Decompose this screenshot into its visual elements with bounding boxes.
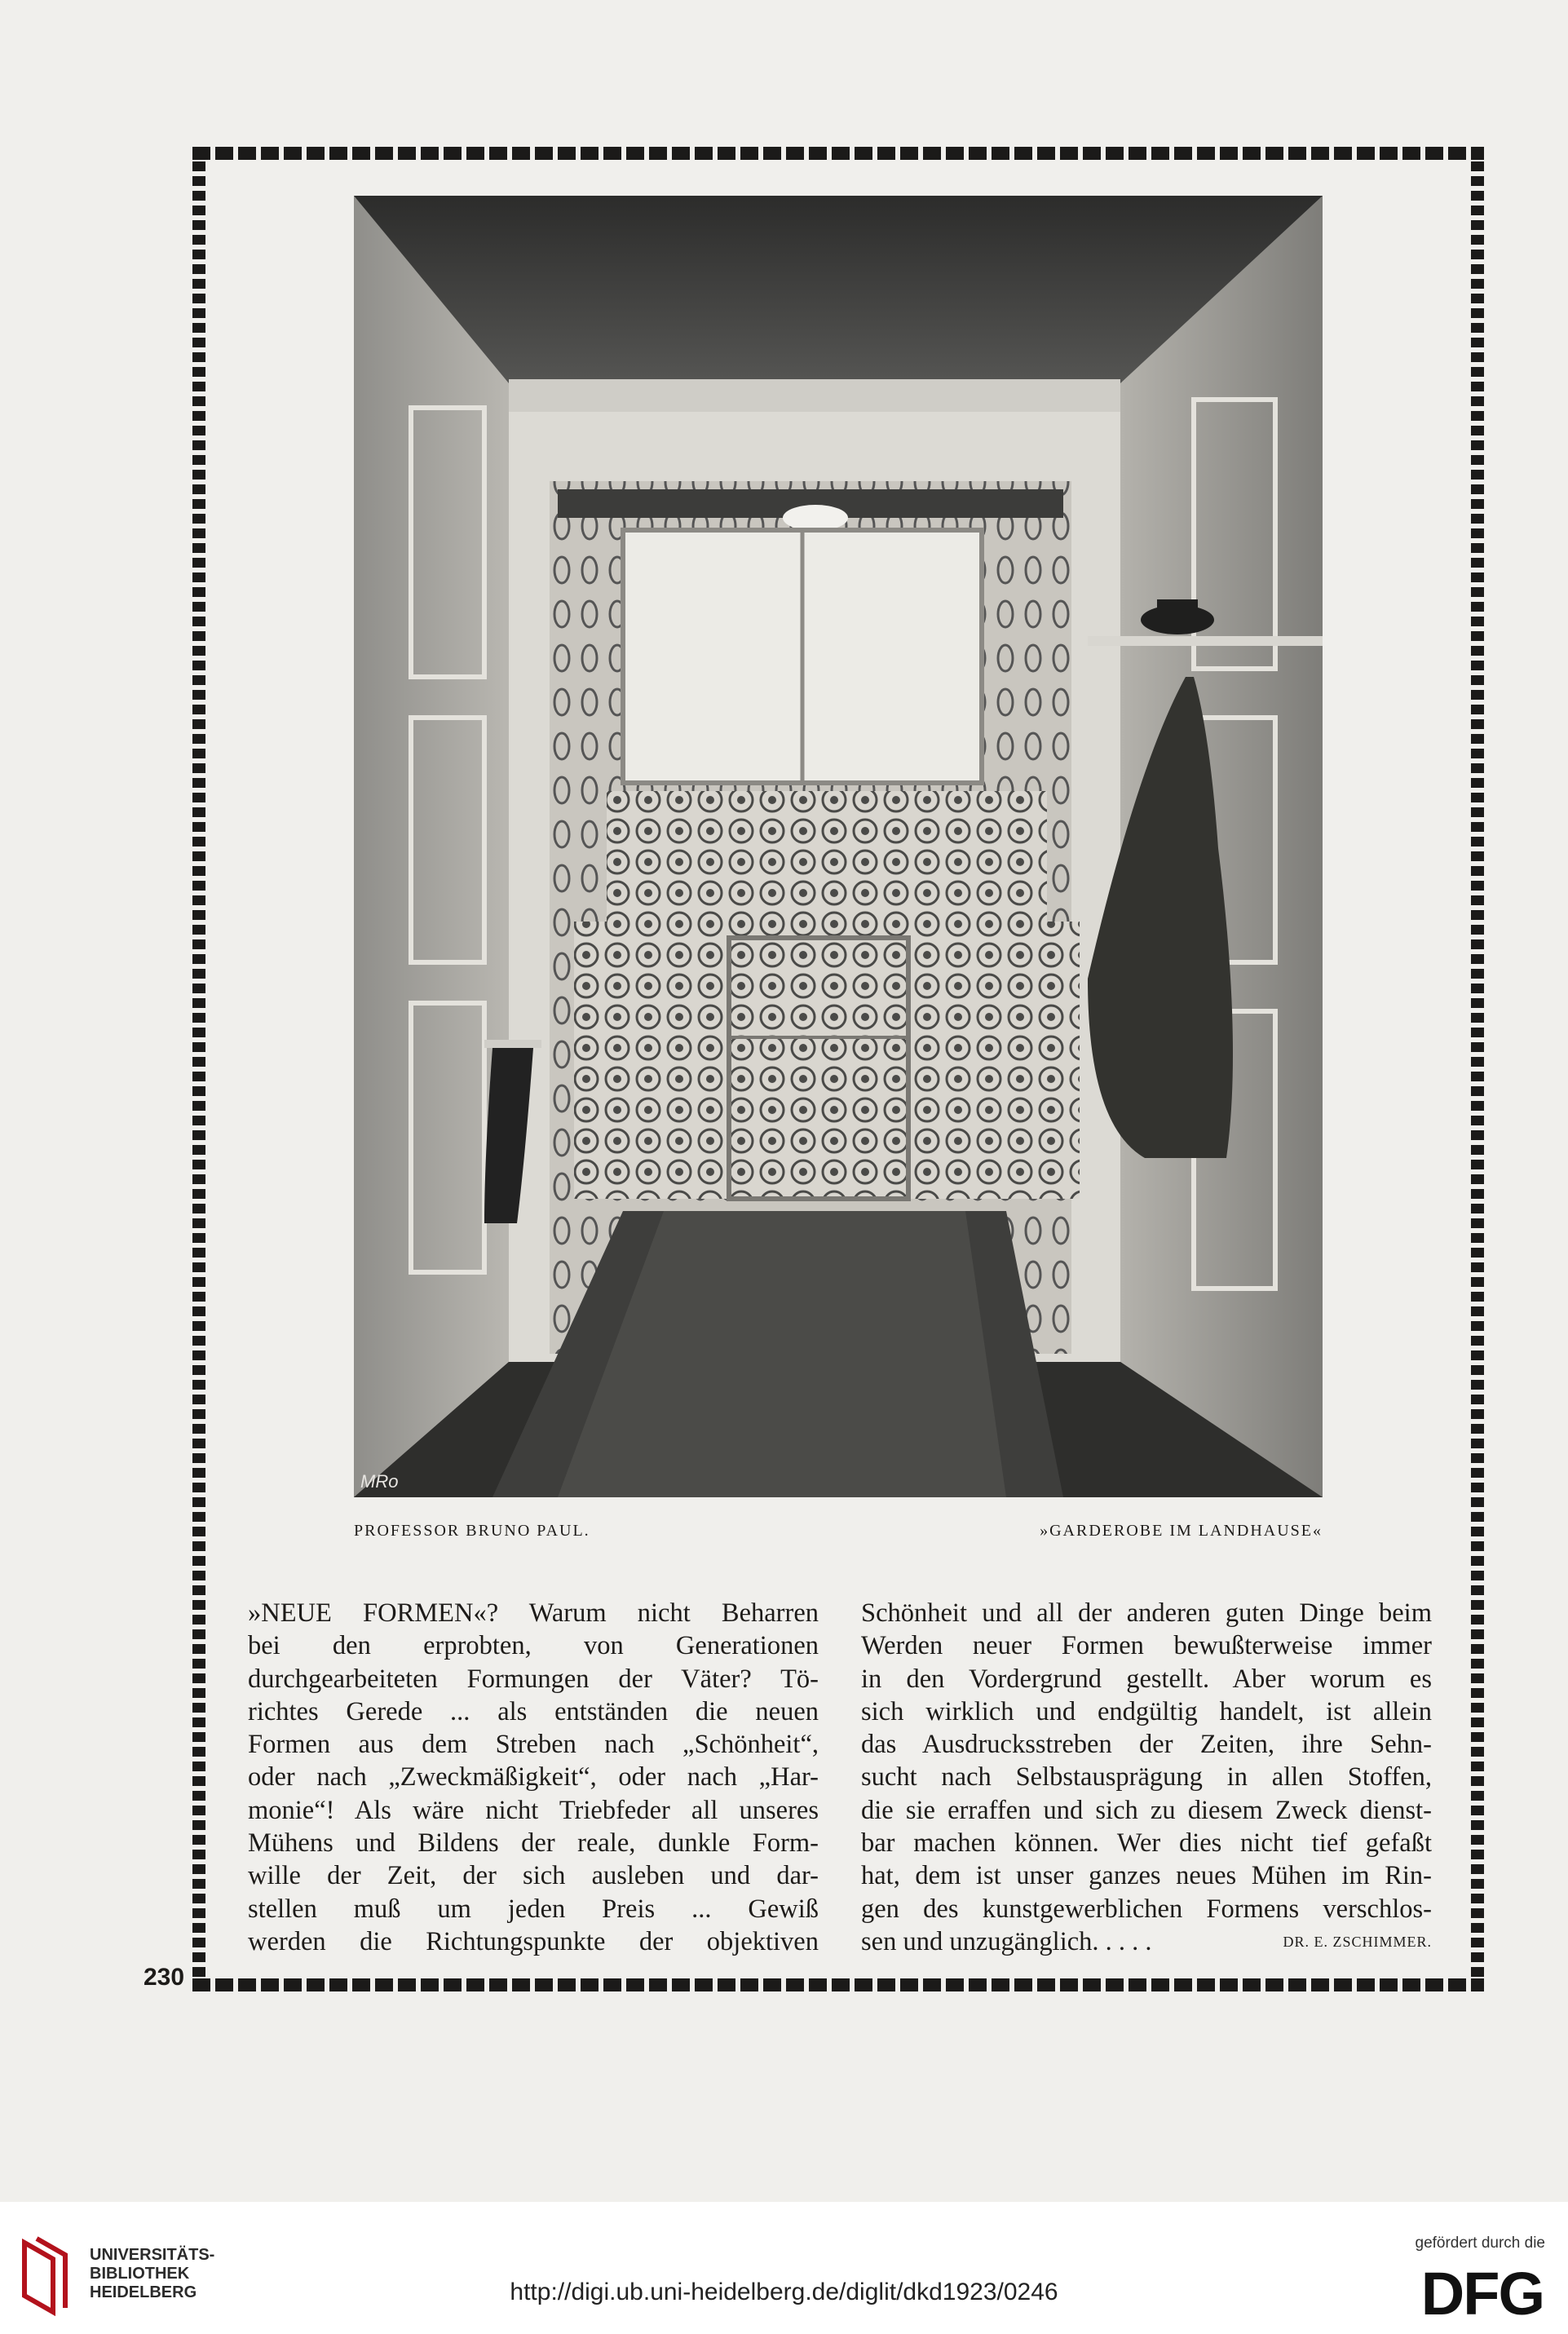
library-name-line: BIBLIOTHEK bbox=[90, 2265, 190, 2283]
article-line: die sie erraffen und sich zu diesem Zweck dienst- bbox=[861, 1795, 1432, 1825]
article-line: wille der Zeit, der sich ausleben und dar- bbox=[248, 1861, 819, 1891]
article-column-left bbox=[248, 1597, 819, 1958]
page-number: 230 bbox=[144, 1964, 185, 1991]
article-column-right bbox=[861, 1597, 1432, 1958]
article-line: hat, dem ist unser ganzes neues Mühen im Rin- bbox=[861, 1861, 1432, 1891]
article-line: Werden neuer Formen bewußterweise immer bbox=[861, 1631, 1432, 1661]
article-line: gen des kunstgewerblichen Formens verschlos- bbox=[861, 1894, 1432, 1924]
article-line: sich wirklich und endgültig handelt, ist allein bbox=[861, 1696, 1432, 1726]
article-line: werden die Richtungspunkte der objektiven bbox=[248, 1926, 819, 1956]
article-line: Formen aus dem Streben nach „Schönheit“, bbox=[248, 1730, 819, 1760]
photo-monogram: MRo bbox=[360, 1471, 399, 1492]
article-line: das Ausdrucksstreben der Zeiten, ihre Sehn- bbox=[861, 1730, 1432, 1760]
article-line: sucht nach Selbstausprägung in allen Stoffen, bbox=[861, 1762, 1432, 1792]
article-line-last bbox=[861, 1925, 1432, 1958]
caption-artist: PROFESSOR BRUNO PAUL. bbox=[354, 1522, 590, 1540]
photograph-cloakroom bbox=[354, 196, 1323, 1497]
article-line: bei den erprobten, von Generationen bbox=[248, 1631, 819, 1661]
frame-border-left bbox=[192, 147, 205, 1991]
frame-border-right bbox=[1471, 147, 1484, 1991]
article-line: »NEUE FORMEN«? Warum nicht Beharren bbox=[248, 1598, 819, 1628]
article-line: oder nach „Zweckmäßigkeit“, oder nach „Har- bbox=[248, 1762, 819, 1792]
article-line: richtes Gerede ... als entständen die neuen bbox=[248, 1696, 819, 1726]
frame-border-bottom bbox=[192, 1978, 1484, 1991]
permalink-url[interactable]: http://digi.ub.uni-heidelberg.de/diglit/dkd1923/0246 bbox=[510, 2279, 1058, 2305]
funded-by-label: gefördert durch die bbox=[1415, 2235, 1545, 2252]
library-name-line: UNIVERSITÄTS- bbox=[90, 2246, 215, 2264]
article-line: durchgearbeiteten Formungen der Väter? Tö- bbox=[248, 1664, 819, 1694]
article-line: in den Vordergrund gestellt. Aber worum es bbox=[861, 1664, 1432, 1694]
author-signature: DR. E. ZSCHIMMER. bbox=[1283, 1933, 1432, 1950]
photograph-illustration bbox=[354, 196, 1323, 1497]
article-line: monie“! Als wäre nicht Triebfeder all unseres bbox=[248, 1795, 819, 1825]
article-line-text: sen und unzugänglich. . . . . bbox=[861, 1926, 1152, 1956]
article-line: stellen muß um jeden Preis ... Gewiß bbox=[248, 1894, 819, 1924]
article-line: bar machen können. Wer dies nicht tief gefaßt bbox=[861, 1828, 1432, 1859]
frame-border-top bbox=[192, 147, 1484, 160]
footer-bar bbox=[0, 2202, 1568, 2334]
dfg-logo[interactable]: DFG bbox=[1420, 2260, 1544, 2327]
caption-title: »GARDEROBE IM LANDHAUSE« bbox=[1040, 1522, 1323, 1540]
library-name-line: HEIDELBERG bbox=[90, 2283, 197, 2301]
article-line: Schönheit und all der anderen guten Dinge beim bbox=[861, 1598, 1432, 1628]
article-line: Mühens und Bildens der reale, dunkle Form- bbox=[248, 1828, 819, 1859]
